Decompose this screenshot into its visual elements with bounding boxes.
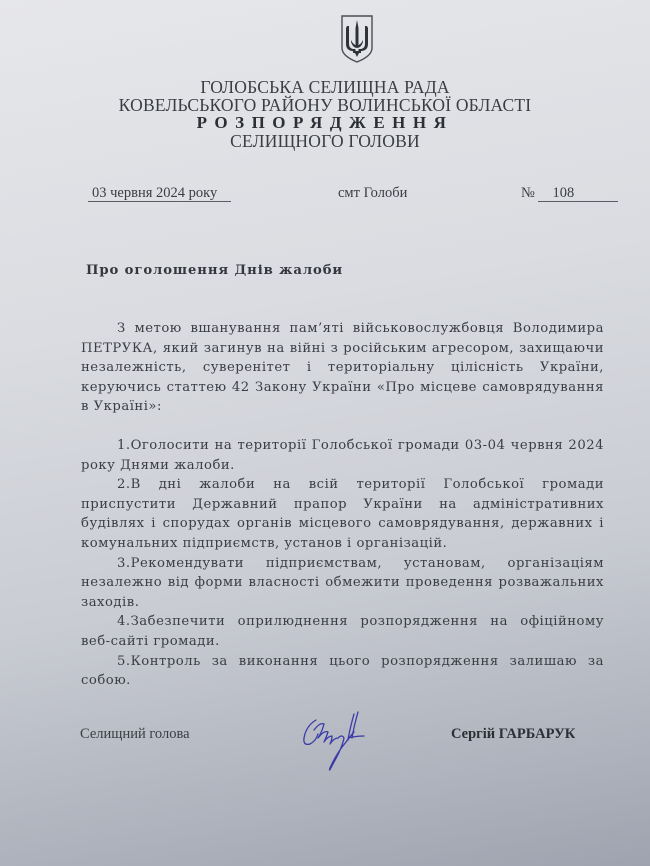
document-number bbox=[521, 185, 618, 202]
document-header bbox=[0, 78, 650, 150]
council-name: ГОЛОБСЬКА СЕЛИЩНА РАДА bbox=[200, 77, 450, 97]
issuer-title: СЕЛИЩНОГО ГОЛОВИ bbox=[230, 131, 420, 151]
handwritten-signature-icon bbox=[298, 708, 390, 780]
district-name: КОВЕЛЬСЬКОГО РАЙОНУ ВОЛИНСЬКОЇ ОБЛАСТІ bbox=[118, 95, 532, 115]
order-item-2: 2.В дні жалоби на всій території Голобської громади приспустити Державний прапор України на адміністративних будівлях і спорудах органів місцевого самоврядування, державних і комунальних підприємств, установ і організацій. bbox=[81, 477, 604, 551]
number-label: № bbox=[521, 185, 535, 201]
order-item-3: 3.Рекомендувати підприємствам, установам, організаціям незалежно від форми власності обмежити проведення розважальних заходів. bbox=[81, 555, 604, 610]
order-item-1: 1.Оголосити на території Голобської громади 03-04 червня 2024 року Днями жалоби. bbox=[81, 437, 604, 473]
document-place: смт Голоби bbox=[338, 185, 408, 201]
document-body bbox=[81, 319, 604, 691]
signatory-name: Сергій ГАРБАРУК bbox=[451, 726, 576, 742]
number-value: 108 bbox=[538, 185, 618, 202]
document-type: РОЗПОРЯДЖЕННЯ bbox=[196, 113, 454, 132]
preamble-paragraph: З метою вшанування пам’яті військовослужбовця Володимира ПЕТРУКА, який загинув на війні з російським агресором, захищаючи незалежність, суверенітет і територіальну цілісність України, керуючись статтею 42 Закону України «Про місцеве самоврядування в Україні»: bbox=[81, 321, 604, 415]
order-item-4: 4.Забезпечити оприлюднення розпорядження на офіційному веб-сайті громади. bbox=[81, 614, 604, 649]
trident-coat-of-arms-icon bbox=[340, 14, 374, 64]
document-date: 03 червня 2024 року bbox=[88, 185, 231, 202]
order-item-5: 5.Контроль за виконання цього розпорядження залишаю за собою. bbox=[81, 653, 604, 689]
signatory-title: Селищний голова bbox=[80, 726, 190, 742]
document-subject: Про оголошення Днів жалоби bbox=[86, 263, 344, 278]
